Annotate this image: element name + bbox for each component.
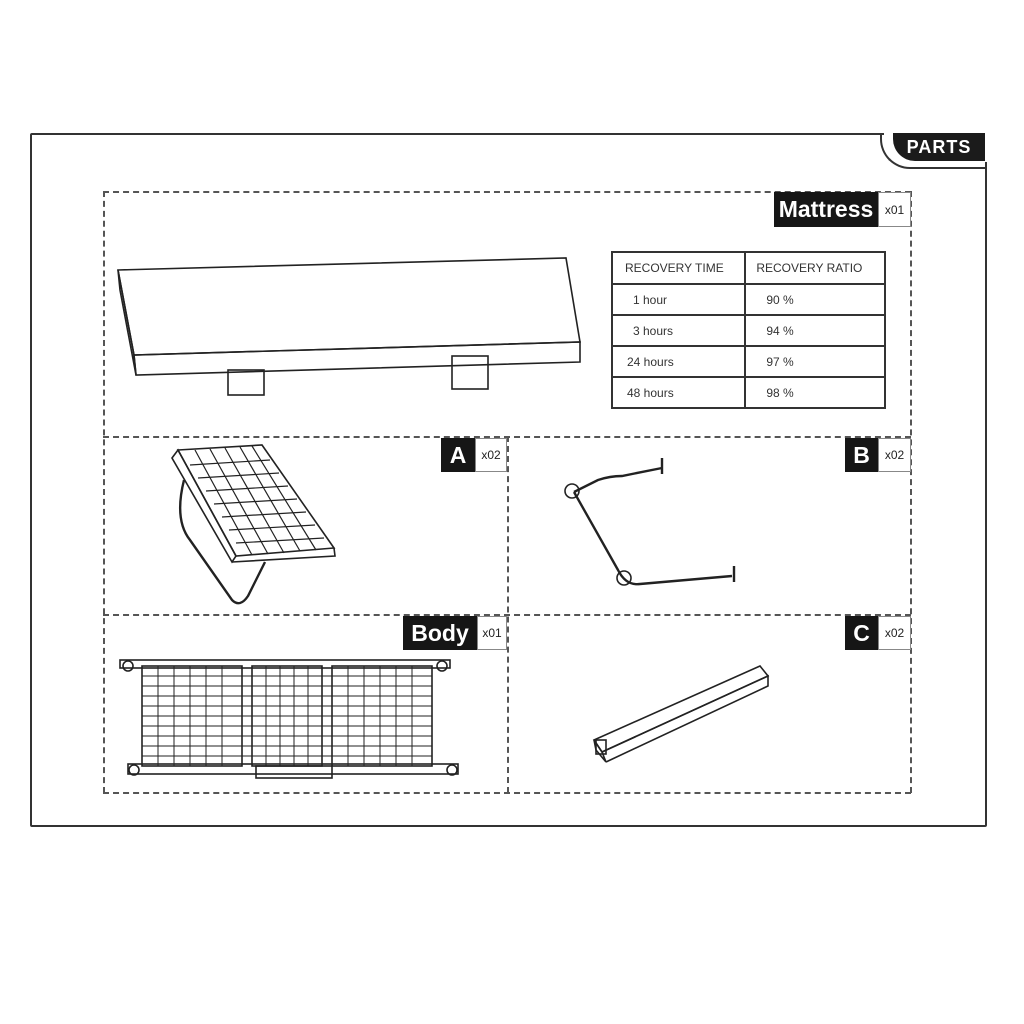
section-tab-parts: PARTS — [893, 133, 985, 161]
table-cell: 1 hour — [612, 284, 745, 315]
part-label-body: Body — [403, 616, 477, 650]
part-label-mattress: Mattress — [774, 192, 878, 227]
table-cell: 98 % — [745, 377, 885, 408]
part-label-c: C — [845, 616, 878, 650]
part-qty-c: x02 — [878, 616, 911, 650]
table-cell: 90 % — [745, 284, 885, 315]
part-a-illustration — [172, 445, 335, 603]
table-cell: 97 % — [745, 346, 885, 377]
table-header: RECOVERY RATIO — [745, 252, 885, 284]
table-header: RECOVERY TIME — [612, 252, 745, 284]
body-illustration — [120, 660, 458, 778]
part-qty-mattress: x01 — [878, 192, 911, 227]
part-c-illustration — [594, 666, 768, 762]
table-cell: 48 hours — [612, 377, 745, 408]
part-qty-body: x01 — [477, 616, 507, 650]
part-b-illustration — [565, 458, 734, 585]
part-qty-b: x02 — [878, 438, 911, 472]
table-cell: 94 % — [745, 315, 885, 346]
table-cell: 24 hours — [612, 346, 745, 377]
part-label-b: B — [845, 438, 878, 472]
table-cell: 3 hours — [612, 315, 745, 346]
mattress-illustration — [118, 258, 580, 395]
part-qty-a: x02 — [475, 438, 507, 472]
part-label-a: A — [441, 438, 475, 472]
